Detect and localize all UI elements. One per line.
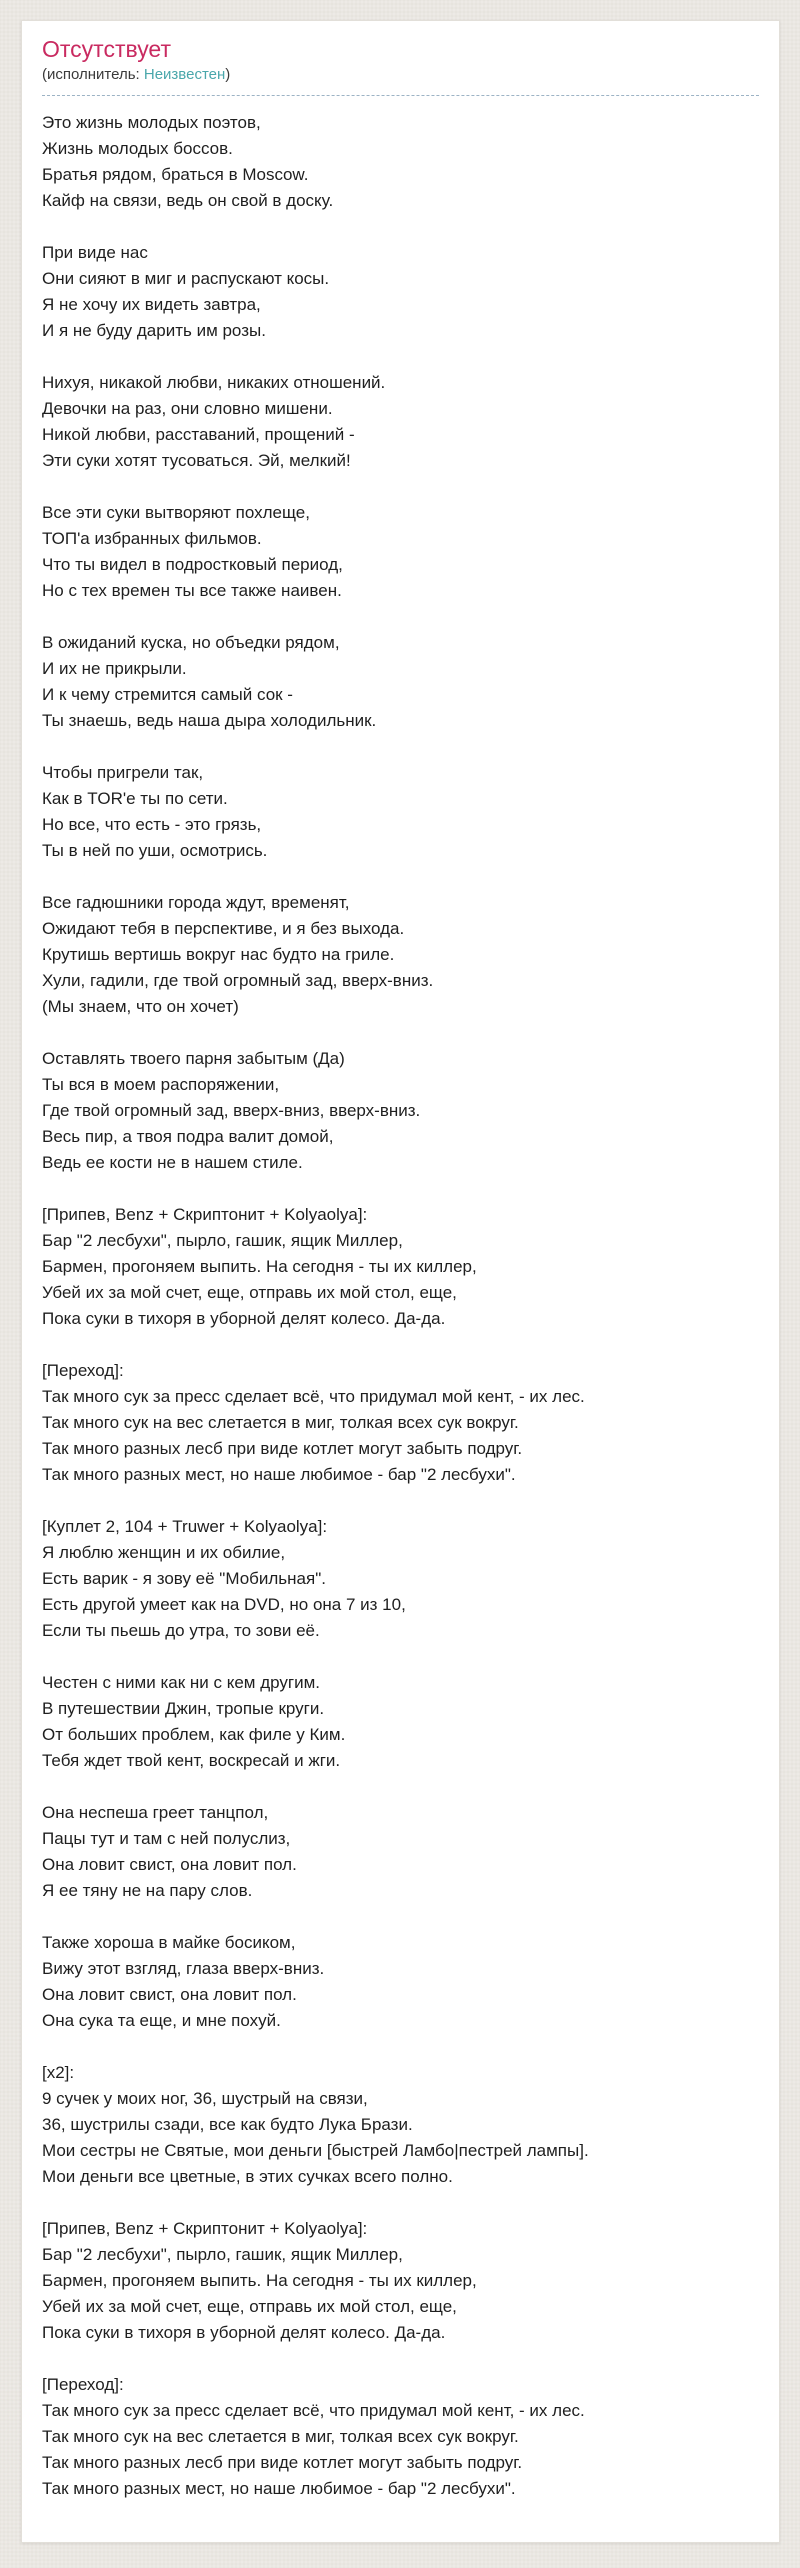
lyrics-paragraph: При виде нас Они сияют в миг и распускают косы. Я не хочу их видеть завтра, И я не буду дарить им розы.: [42, 243, 330, 340]
page-background: [0, 20, 800, 2568]
lyrics-paragraph: [Припев, Benz + Скриптонит + Kolyaolya]: Бар "2 лесбухи", пырло, гашик, ящик Миллер, Бармен, прогоняем выпить. На сегодня - ты их киллер, Убей их за мой счет, еще, отправь их мой стол, еще, Пока суки в тихоря в уборной делят колесо. Да-да.: [42, 1205, 477, 1328]
artist-link[interactable]: Неизвестен: [143, 66, 226, 83]
lyrics-paragraph: Нихуя, никакой любви, никаких отношений. Девочки на раз, они словно мишени. Никой любви, расставаний, прощений - Эти суки хотят тусоваться. Эй, мелкий!: [42, 373, 386, 470]
lyrics-paragraph: [Переход]: Так много сук за пресс сделает всё, что придумал мой кент, - их лес. Так много сук на вес слетается в миг, толкая всех сук вокруг. Так много разных лесб при виде котлет могут забыть подруг. Так много разных мест, но наше любимое - бар "2 лесбухи".: [42, 1361, 585, 1484]
page-title: Отсутствует: [42, 36, 171, 62]
lyrics-paragraph: [Переход]: Так много сук за пресс сделает всё, что придумал мой кент, - их лес. Так много сук на вес слетается в миг, толкая всех сук вокруг. Так много разных лесб при виде котлет могут забыть подруг. Так много разных мест, но наше любимое - бар "2 лесбухи".: [42, 2375, 585, 2498]
lyrics-paragraph: Чтобы пригрели так, Как в TOR'е ты по сети. Но все, что есть - это грязь, Ты в ней по уши, осмотрись.: [42, 763, 268, 860]
lyrics-paragraph: Оставлять твоего парня забытым (Да) Ты вся в моем распоряжении, Где твой огромный зад, вверх-вниз, вверх-вниз. Весь пир, а твоя подра валит домой, Ведь ее кости не в нашем стиле.: [42, 1049, 421, 1172]
song-header: [42, 35, 759, 96]
lyrics-paragraph: [Куплет 2, 104 + Truwer + Kolyaolya]: Я люблю женщин и их обилие, Есть варик - я зову её "Мобильная". Есть другой умеет как на DVD, но она 7 из 10, Если ты пьешь до утра, то зови её.: [42, 1517, 406, 1640]
lyrics-paragraph: Это жизнь молодых поэтов, Жизнь молодых боссов. Братья рядом, браться в Moscow. Кайф на связи, ведь он свой в доску.: [42, 113, 334, 210]
artist-suffix: ): [225, 66, 231, 83]
content-card: [21, 20, 780, 2543]
lyrics-paragraph: В ожиданий куска, но объедки рядом, И их не прикрыли. И к чему стремится самый сок - Ты знаешь, ведь наша дыра холодильник.: [42, 633, 377, 730]
lyrics-paragraph: Все гадюшники города ждут, временят, Ожидают тебя в перспективе, и я без выхода. Крутишь вертишь вокруг нас будто на гриле. Хули, гадили, где твой огромный зад, вверх-вниз. (Мы знаем, что он хочет): [42, 893, 434, 1016]
lyrics-paragraph: Все эти суки вытворяют похлеще, ТОП'а избранных фильмов. Что ты видел в подростковый период, Но с тех времен ты все также наивен.: [42, 503, 343, 600]
lyrics-paragraph: [x2]: 9 сучек у моих ног, 36, шустрый на связи, 36, шустрилы сзади, все как будто Лука Брази. Мои сестры не Святые, мои деньги [быстрей Ламбо|пестрей лампы]. Мои деньги все цветные, в этих сучках всего полно.: [42, 2063, 589, 2186]
artist-prefix: (исполнитель:: [42, 66, 144, 83]
lyrics-paragraph: Также хороша в майке босиком, Вижу этот взгляд, глаза вверх-вниз. Она ловит свист, она ловит пол. Она сука та еще, и мне похуй.: [42, 1933, 325, 2030]
artist-line: [42, 65, 759, 85]
lyrics-paragraph: Она неспеша греет танцпол, Пацы тут и там с ней полуслиз, Она ловит свист, она ловит пол. Я ее тяну не на пару слов.: [42, 1803, 297, 1900]
lyrics: [42, 110, 759, 2502]
lyrics-paragraph: Честен с ними как ни с кем другим. В путешествии Джин, тропые круги. От больших проблем, как филе у Ким. Тебя ждет твой кент, воскресай и жги.: [42, 1673, 346, 1770]
lyrics-paragraph: [Припев, Benz + Скриптонит + Kolyaolya]: Бар "2 лесбухи", пырло, гашик, ящик Миллер, Бармен, прогоняем выпить. На сегодня - ты их киллер, Убей их за мой счет, еще, отправь их мой стол, еще, Пока суки в тихоря в уборной делят колесо. Да-да.: [42, 2219, 477, 2342]
